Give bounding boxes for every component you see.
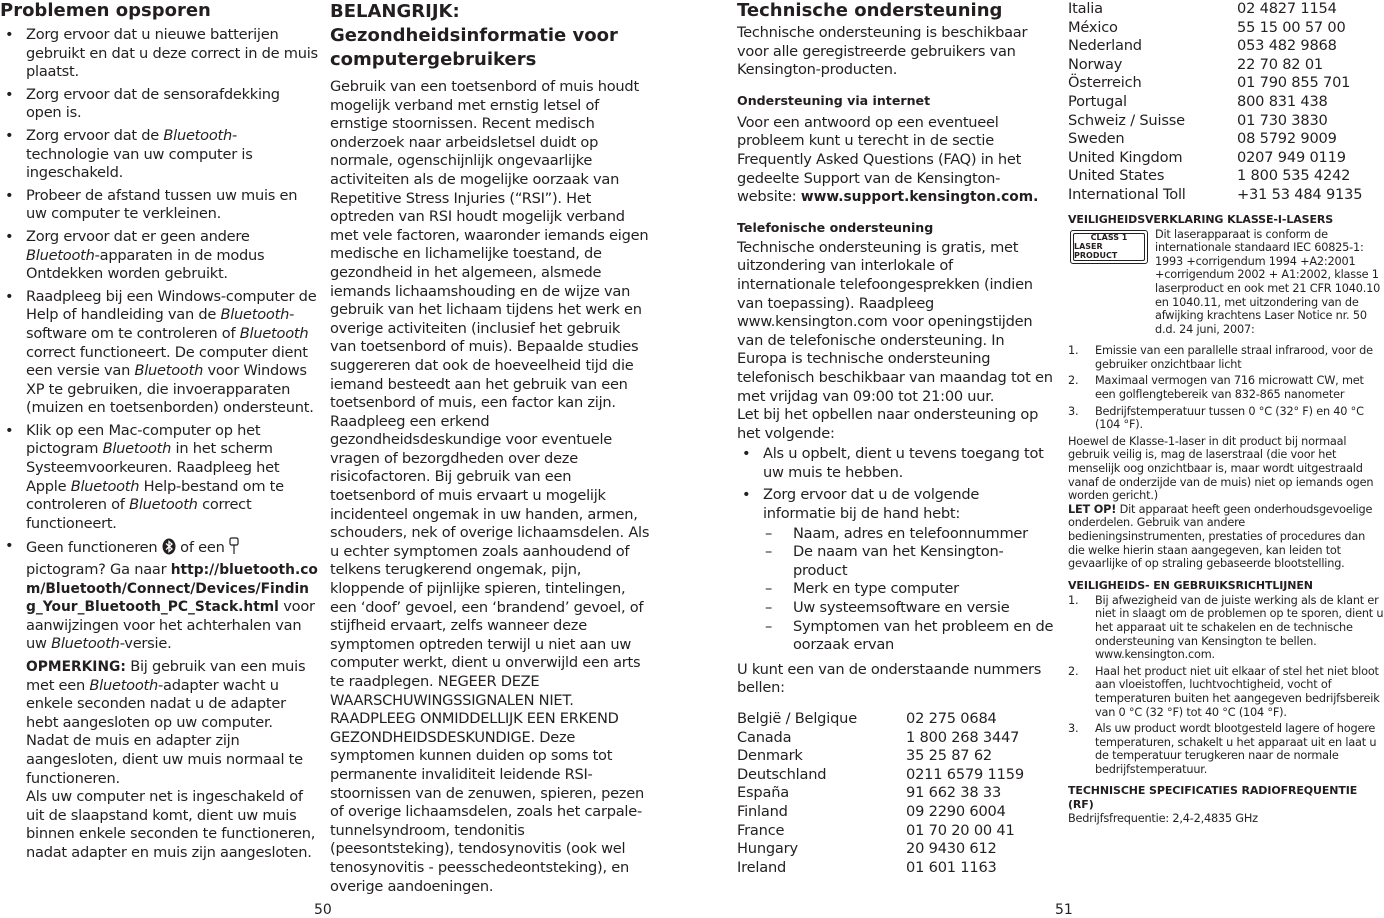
troubleshooting-column	[0, 0, 318, 863]
class1-laser-label-icon: CLASS 1 LASER PRODUCT	[1070, 230, 1148, 264]
list-item: • Probeer de afstand tussen uw muis en uw computer te verkleinen.	[0, 187, 318, 224]
laser-block	[1068, 228, 1384, 337]
note-label: OPMERKING:	[26, 659, 126, 675]
phone-support-body: Technische ondersteuning is gratis, met uitzondering van interlokale of internationale telefoongesprekken (indien van toepassing). Raadpleeg www.kensington.com voor openingstijden van de telefonische ondersteuning. In Europa is technische ondersteuning telefonisch beschikbaar van maandag tot en met vrijdag van 09:00 tot 21:00 uur.	[737, 238, 1053, 405]
safety-heading: VEILIGHEIDS- EN GEBRUIKSRICHTLIJNEN	[1068, 578, 1313, 592]
page-number-right: 51	[1055, 902, 1073, 918]
table-row: Norway 22 70 82 01	[1068, 55, 1323, 73]
phone-table-continued	[1068, 0, 1362, 205]
safety-list	[1068, 594, 1384, 777]
list-item: • Klik op een Mac-computer op het pictogram Bluetooth in het scherm Systeemvoorkeuren. Raadpleeg het Apple Bluetooth Help-bestand om te controleren of Bluetooth correct functioneert.	[0, 422, 318, 534]
support-column	[737, 0, 1055, 877]
table-row: België / Belgique 02 275 0684	[737, 710, 997, 727]
table-row: Österreich 01 790 855 701	[1068, 74, 1351, 92]
list-item: • Raadpleeg bij een Windows-computer de Help of handleiding van de Bluetooth-software om te controleren of Bluetooth correct functioneert. De computer dient een versie van Bluetooth voor Windows XP te gebruiken, die invoerapparaten (muizen en toetsenborden) ondersteunt.	[0, 288, 318, 418]
info-list	[763, 525, 1055, 655]
table-row: Finland 09 2290 6004	[737, 802, 1006, 820]
page-number-left: 50	[314, 902, 332, 918]
list-item: • Zorg ervoor dat de Bluetooth-technologie van uw computer is ingeschakeld.	[0, 127, 318, 183]
health-body: Gebruik van een toetsenbord of muis houdt mogelijk verband met ernstig letsel of ernstige stoornissen. Recent medisch onderzoek naar arbeidsletsel duidt op normale, ogenschijnlijk ongevaarlijke activiteiten als de mogelijke oorzaak van Repetitive Stress Injuries (“RSI”). Het optreden van RSI houdt mogelijk verband met vele factoren, waaronder iemands eigen medische en lichamelijke toestand, de gezondheid in het algemeen, alsmede iemands lichaamshouding en de wijze van gebruik van het lichaam tijdens het werk en overige activiteiten (inclusief het gebruik van toetsenbord of muis). Bepaalde studies suggereren dat ook de hoeveelheid tijd die iemand besteedt aan het gebruik van een toetsenbord of muis, een factor kan zijn. Raadpleeg een erkend gezondheidsdeskundige voor eventuele vragen of bezorgdheden over deze risicofactoren. Bij gebruik van een toetsenbord of muis ervaart u mogelijk incidenteel ongemak in uw handen, armen, schouders, nek of overige lichaamsdelen. Als u echter symptomen zoals aanhoudend of telkens terugkerend ongemak, pijn, kloppende of pijnlijke spieren, tintelingen, een ‘doof’ gevoel, een ‘brandend’ gevoel, of stijfheid ervaart, zelfs wanneer deze symptomen optreden terwijl u niet aan uw computer werkt, dient u onverwijld een arts te raadplegen. NEGEER DEZE WAARSCHUWINGSSIGNALEN NIET. RAADPLEEG ONMIDDELLIJK EEN ERKEND GEZONDHEIDSDESKUNDIGE. Deze symptomen kunnen duiden op soms tot permanente invaliditeit leidende RSI-stoornissen van de zenuwen, spieren, pezen of overige lichaamsdelen, zoals het carpale-tunnelsyndroom, tendonitis (peesontsteking), tendosynovitis (ook wel tenosynovitis - peesschedeontsteking), en overige aandoeningen.	[330, 78, 650, 895]
laser-text: Dit laserapparaat is conform de internationale standaard IEC 60825-1: 1993 +corrigendum 1994 +A2:2001 +corrigendum 2002 + A1:2002, klasse 1 laserproduct en ook met 21 CFR 1040.10 en 1040.11, met uitzondering van de afwijking krachtens Laser Notice nr. 50 d.d. 24 juni, 2007:	[1155, 227, 1381, 336]
list-item: 3. Bedrijfstemperatuur tussen 0 °C (32° F) en 40 °C (104 °F).	[1068, 404, 1364, 432]
table-row: España 91 662 38 33	[737, 784, 1002, 802]
list-item: 1. Bij afwezigheid van de juiste werking als de klant er niet in slaagt om de problemen op te sporen, dient u het apparaat uit te schakelen en de technische ondersteuning van Kensington te bellen. www.kensington.com.	[1068, 593, 1384, 662]
internet-support-body: Voor een antwoord op een eventueel probleem kunt u terecht in de sectie Frequently Asked Questions (FAQ) in het gedeelte Support van de Kensington-website: www.support.kensington.com.	[737, 113, 1039, 206]
list-item: – Naam, adres en telefoonnummer	[763, 525, 1055, 544]
table-row: Hungary 20 9430 612	[737, 840, 997, 858]
list-item: 3. Als uw product wordt blootgesteld lagere of hogere temperaturen, schakelt u het apparaat uit en laat u de temperatuur terugkeren naar de normale bedrijfstemperatuur.	[1068, 722, 1377, 776]
health-heading: BELANGRIJK: Gezondheidsinformatie voor computergebruikers	[330, 1, 618, 70]
list-item: • Zorg ervoor dat u nieuwe batterijen gebruikt en dat u deze correct in de muis plaatst.	[0, 26, 318, 82]
list-item: • Zorg ervoor dat er geen andere Bluetooth-apparaten in de modus Ontdekken worden gebruikt.	[0, 228, 318, 284]
table-row: Ireland 01 601 1163	[737, 858, 997, 876]
table-row: International Toll +31 53 484 9135	[1068, 185, 1363, 203]
phone-table	[737, 710, 1024, 877]
internet-support-heading: Ondersteuning via internet	[737, 92, 931, 108]
laser-safety-heading: VEILIGHEIDSVERKLARING KLASSE-I-LASERS	[1068, 212, 1334, 226]
table-row: Canada 1 800 268 3447	[737, 728, 1020, 746]
support-intro: Technische ondersteuning is beschikbaar voor alle geregistreerde gebruikers van Kensington-producten.	[737, 24, 1028, 79]
table-row: Sweden 08 5792 9009	[1068, 130, 1337, 148]
table-row: Denmark 35 25 87 62	[737, 747, 992, 765]
list-item: – De naam van het Kensington-product	[763, 543, 1055, 580]
health-column	[330, 0, 650, 896]
table-row: United Kingdom 0207 949 0119	[1068, 148, 1346, 166]
caution-label: LET OP!	[1068, 502, 1117, 516]
table-row: France 01 70 20 00 41	[737, 821, 1015, 839]
safety-column	[1068, 0, 1384, 825]
rf-heading: TECHNISCHE SPECIFICATIES RADIOFREQUENTIE (RF)	[1068, 783, 1358, 811]
list-item: 1. Emissie van een parallelle straal infrarood, voor de gebruiker onzichtbaar licht	[1068, 344, 1373, 371]
note: OPMERKING: Bij gebruik van een muis met een Bluetooth-adapter wacht u enkele seconden nadat u de adapter hebt aangesloten op uw computer. Nadat de muis en adapter zijn aangesloten, dient uw muis normaal te functioneren. Als uw computer net is ingeschakeld of uit de slaapstand komt, dient uw muis binnen enkele seconden te functioneren, nadat adapter en muis zijn aangesloten.	[26, 658, 316, 861]
table-row: Deutschland 0211 6579 1159	[737, 765, 1024, 783]
laser-paragraph: Hoewel de Klasse-1-laser in dit product bij normaal gebruik veilig is, mag de laserstraal (die voor het menselijk oog onzichtbaar is, maar wordt uitgestraald vanaf de onderzijde van de muis) niet op iemands ogen worden gericht.)	[1068, 434, 1374, 503]
table-row: Portugal 800 831 438	[1068, 92, 1328, 110]
call-text: U kunt een van de onderstaande nummers bellen:	[737, 660, 1042, 697]
phone-support-body2: Let bij het opbellen naar ondersteuning op het volgende:	[737, 406, 1039, 442]
support-heading: Technische ondersteuning	[737, 0, 1003, 21]
phone-support-heading: Telefonische ondersteuning	[737, 219, 934, 235]
table-row: United States 1 800 535 4242	[1068, 167, 1351, 185]
list-item: – Merk en type computer	[763, 580, 1055, 599]
list-item: – Symptomen van het probleem en de oorzaak ervan	[763, 618, 1055, 655]
bluetooth-icon	[162, 538, 176, 561]
list-item: • Zorg ervoor dat de sensorafdekking open is.	[0, 86, 318, 123]
list-item: • Als u opbelt, dient u tevens toegang tot uw muis te hebben.	[737, 445, 1055, 482]
table-row: Nederland 053 482 9868	[1068, 37, 1337, 55]
troubleshooting-list	[0, 26, 318, 654]
bluetooth-device-icon	[229, 537, 239, 561]
troubleshooting-heading: Problemen opsporen	[0, 0, 211, 21]
support-url-link[interactable]: www.support.kensington.com.	[800, 189, 1039, 206]
list-item: 2. Maximaal vermogen van 716 microwatt CW, met een golflengtebereik van 832-865 nanometer	[1068, 374, 1364, 402]
list-item: • Geen functioneren of een pictogram? Ga naar http://bluetooth.com/Bluetooth/Connect/Devices/Finding_Your_Bluetooth_PC_Stack.html voor aanwijzingen voor het achterhalen van uw Bluetooth-versie.	[0, 537, 318, 654]
table-row: Italia 02 4827 1154	[1068, 0, 1337, 17]
rf-text: Bedrijfsfrequentie: 2,4-2,4835 GHz	[1068, 811, 1258, 825]
bluetooth-url-link[interactable]: http://bluetooth.com/Bluetooth/Connect/Devices/Finding_Your_Bluetooth_PC_Stack.html	[26, 562, 318, 616]
table-row: Schweiz / Suisse 01 730 3830	[1068, 111, 1328, 129]
list-item: • Zorg ervoor dat u de volgende informatie bij de hand hebt: – Naam, adres en telefoonnummer – De naam van het Kensington-product – Merk en type computer – Uw systeemsoftware en versie – Symptomen van het probleem en de oorzaak ervan	[737, 486, 1055, 654]
support-list	[737, 445, 1055, 655]
caution-paragraph: LET OP! Dit apparaat heeft geen onderhoudsgevoelige onderdelen. Gebruik van andere bedieningsinstrumenten, prestaties of procedures dan die welke hierin staan aangegeven, kan leiden tot gevaarlijke of op straling gebaseerde blootstelling.	[1068, 502, 1373, 571]
list-item: – Uw systeemsoftware en versie	[763, 599, 1055, 618]
list-item: 2. Haal het product niet uit elkaar of stel het niet bloot aan vloeistoffen, luchtvochtigheid, vocht of temperaturen buiten het aangegeven bedrijfsbereik van 0 °C (32 °F) tot 40 °C (104 °F).	[1068, 664, 1380, 719]
table-row: México 55 15 00 57 00	[1068, 18, 1346, 36]
laser-list	[1068, 344, 1384, 432]
